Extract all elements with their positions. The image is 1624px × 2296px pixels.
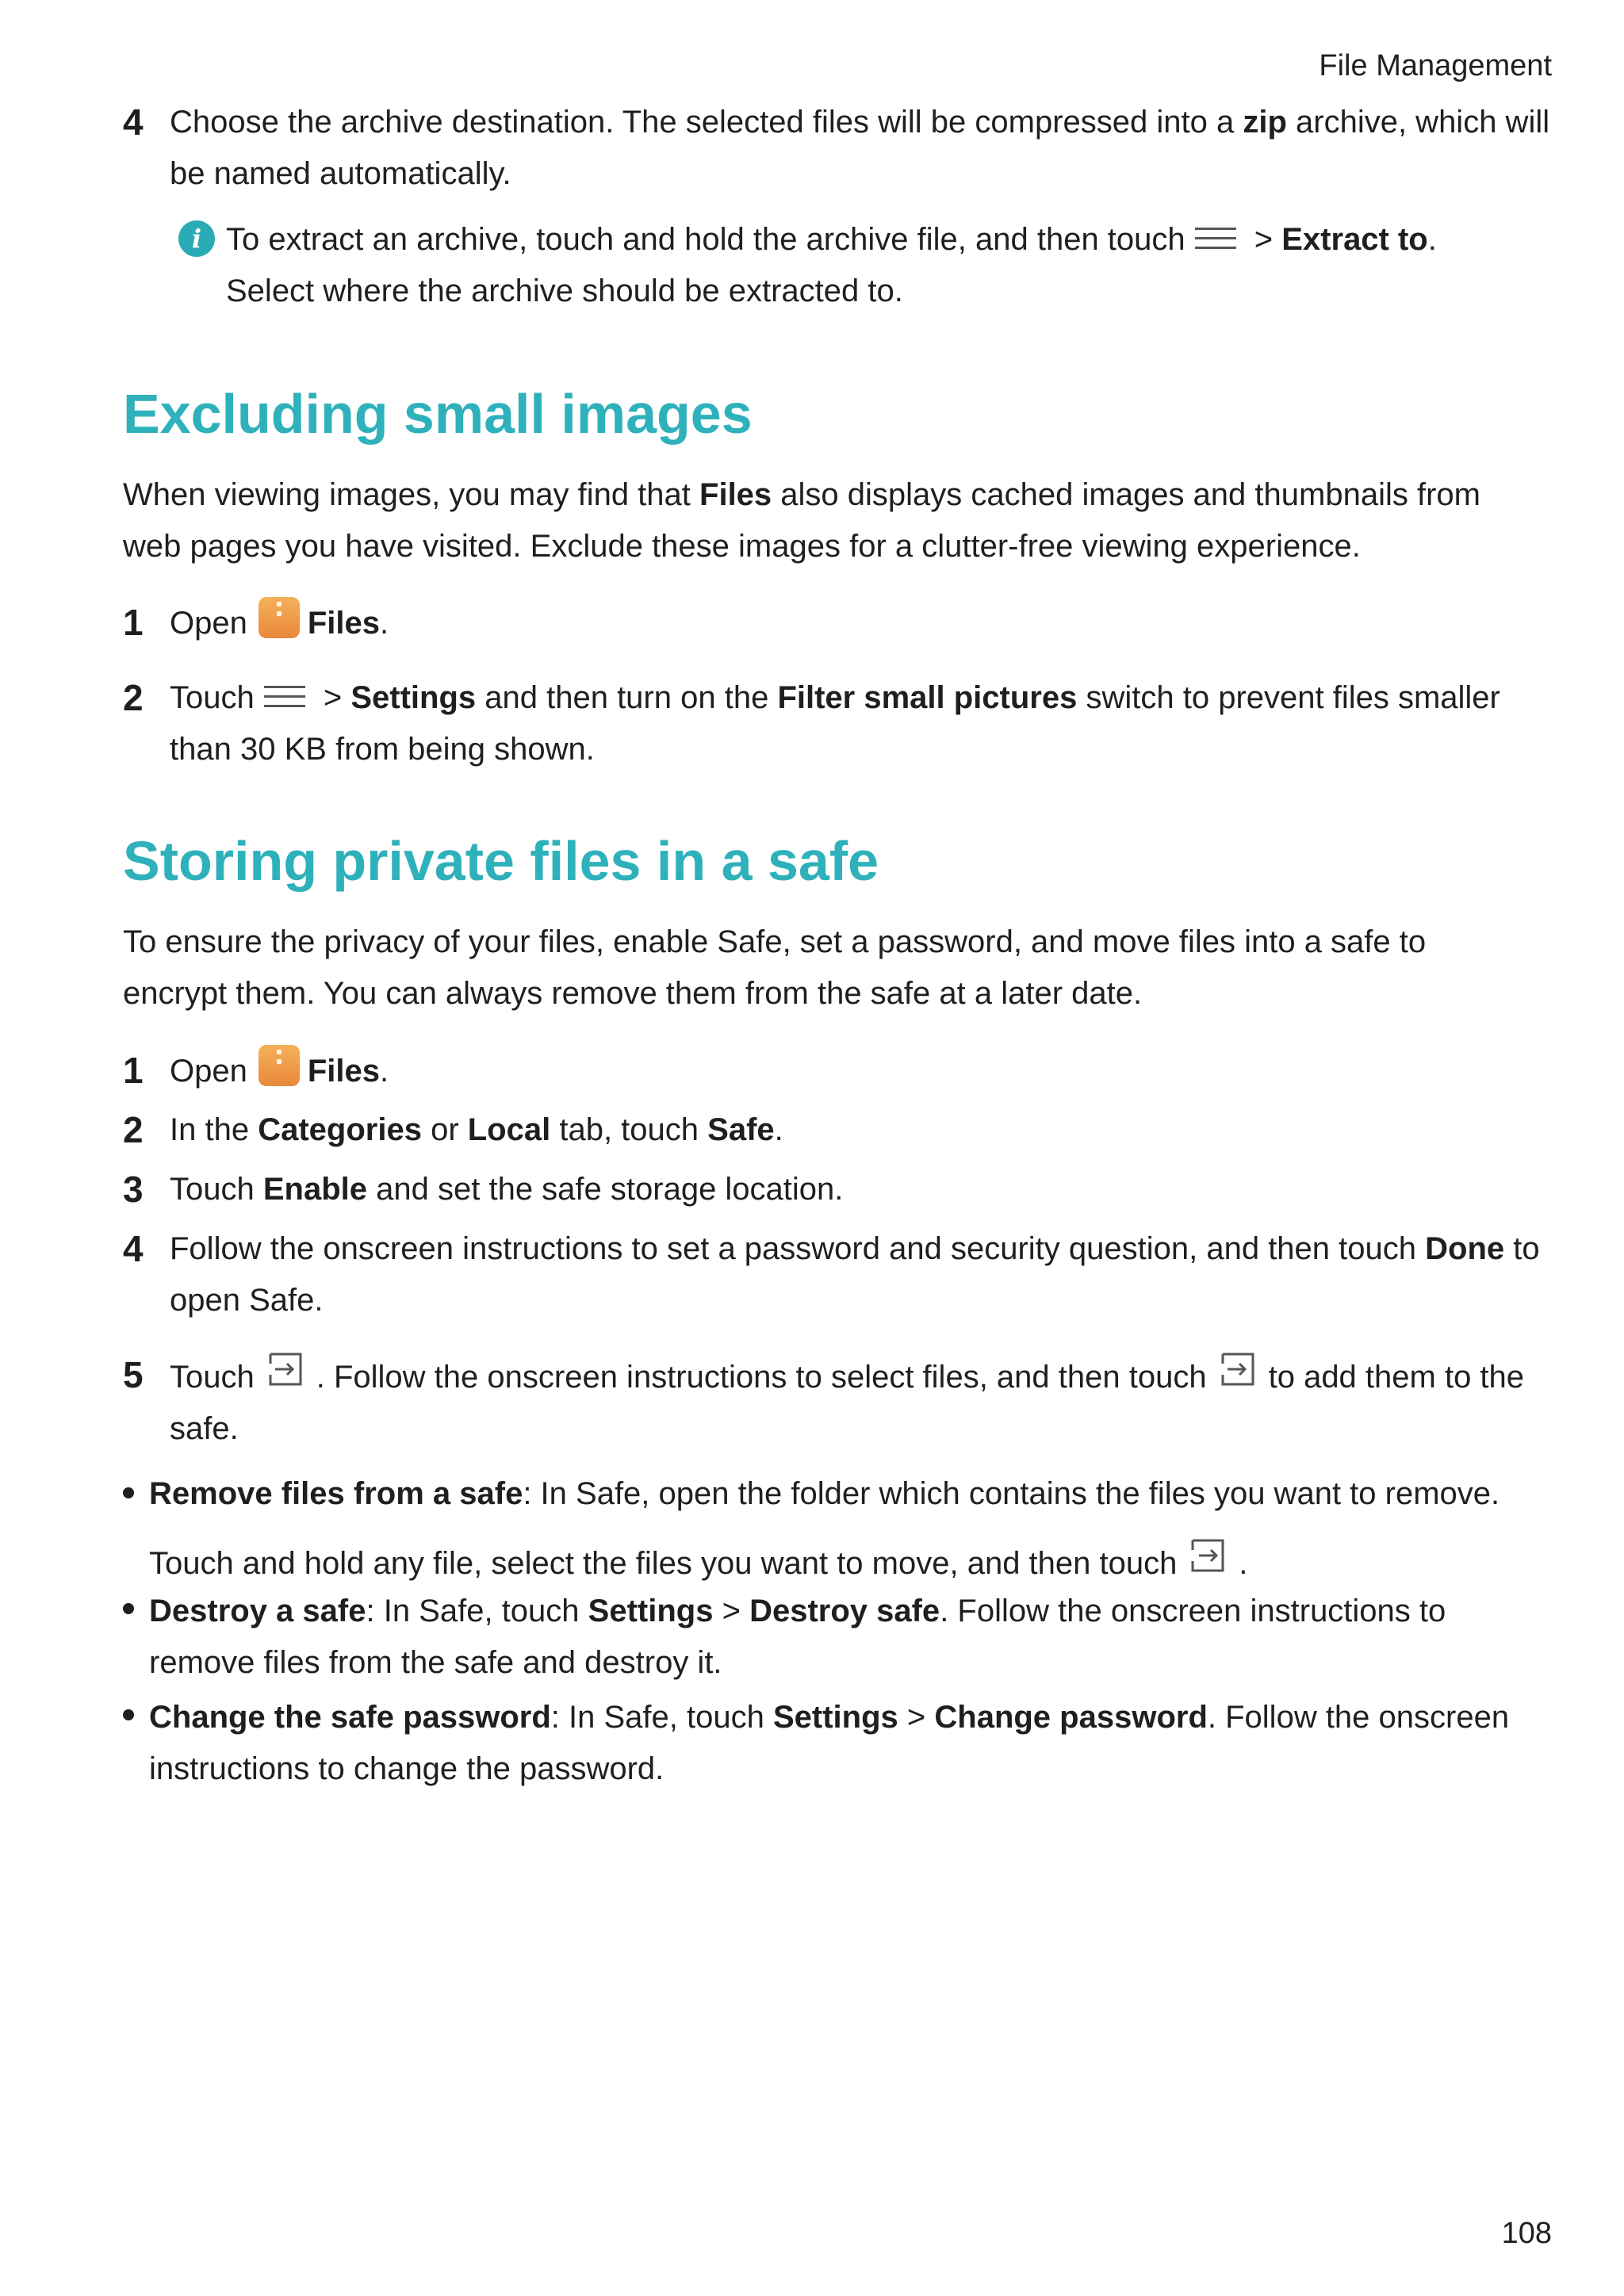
- move-to-safe-icon: [266, 1349, 305, 1389]
- bullet-dot: [123, 1603, 134, 1614]
- bullet-text: Remove files from a safe: In Safe, open the folder which contains the files you want to remove. Touch and hold any file, select the files you want to move, and then touch .: [149, 1476, 1500, 1581]
- section-title-excluding-small-images: Excluding small images: [123, 383, 753, 445]
- step-text: Open Files.: [170, 1045, 1565, 1097]
- files-app-icon: [259, 597, 300, 638]
- step-filter-small-pictures: [123, 672, 1565, 775]
- step-enable-safe: [123, 1164, 1565, 1215]
- bullet-text: Change the safe password: In Safe, touch Settings > Change password. Follow the onscreen instructions to change the password.: [149, 1700, 1510, 1786]
- step-add-files: [123, 1349, 1565, 1455]
- step-number: 1: [123, 1050, 144, 1091]
- move-out-icon: [1188, 1536, 1228, 1575]
- note-extract-archive: [178, 214, 1526, 317]
- step-text: Open Files.: [170, 597, 1565, 649]
- step-open-files: [123, 1045, 1565, 1097]
- step-number: 3: [123, 1169, 144, 1210]
- bullet-dot: [123, 1709, 134, 1720]
- step-number: 5: [123, 1354, 144, 1395]
- step-text: Choose the archive destination. The selected files will be compressed into a zip archive, which will be named automatically.: [170, 105, 1550, 191]
- step-text: Follow the onscreen instructions to set a password and security question, and then touch Done to open Safe.: [170, 1231, 1540, 1318]
- step-touch-safe: [123, 1104, 1565, 1156]
- page-number: 108: [1501, 2217, 1552, 2250]
- info-icon: i: [178, 220, 215, 257]
- files-app-icon: [259, 1045, 300, 1086]
- step-number: 1: [123, 602, 144, 643]
- note-text: To extract an archive, touch and hold the archive file, and then touch > Extract to. Select where the archive should be extracted to.: [226, 222, 1437, 308]
- bullet-dot: [123, 1487, 134, 1498]
- bullet-destroy-safe: [123, 1586, 1534, 1689]
- bullet-text: Destroy a safe: In Safe, touch Settings > Destroy safe. Follow the onscreen instructions to remove files from the safe and destroy it.: [149, 1594, 1446, 1680]
- step-text: Touch Enable and set the safe storage location.: [170, 1172, 844, 1207]
- section-intro: To ensure the privacy of your files, enable Safe, set a password, and move files into a safe to encrypt them. You can always remove them from the safe at a later date.: [123, 924, 1427, 1011]
- step-open-files: [123, 597, 1565, 649]
- step-choose-destination: [123, 97, 1565, 200]
- step-set-password: [123, 1223, 1565, 1326]
- step-text: In the Categories or Local tab, touch Safe.: [170, 1112, 783, 1147]
- section-title-storing-private-files: Storing private files in a safe: [123, 830, 879, 892]
- step-number: 2: [123, 1109, 144, 1150]
- menu-icon: [264, 683, 305, 711]
- page-header: File Management: [1319, 49, 1552, 82]
- move-to-safe-icon: [1218, 1349, 1258, 1389]
- step-text: Touch > Settings and then turn on the Filter small pictures switch to prevent files smaller than 30 KB from being shown.: [170, 680, 1500, 767]
- section-intro: When viewing images, you may find that Files also displays cached images and thumbnails from web pages you have visited. Exclude these images for a clutter-free viewing experience.: [123, 477, 1480, 564]
- step-number: 4: [123, 1228, 144, 1269]
- step-number: 4: [123, 101, 144, 143]
- step-number: 2: [123, 677, 144, 718]
- menu-icon: [1195, 224, 1236, 253]
- bullet-change-password: [123, 1692, 1534, 1795]
- step-text: Touch . Follow the onscreen instructions to select files, and then touch to add them to the safe.: [170, 1349, 1565, 1455]
- bullet-remove-files: [123, 1459, 1534, 1598]
